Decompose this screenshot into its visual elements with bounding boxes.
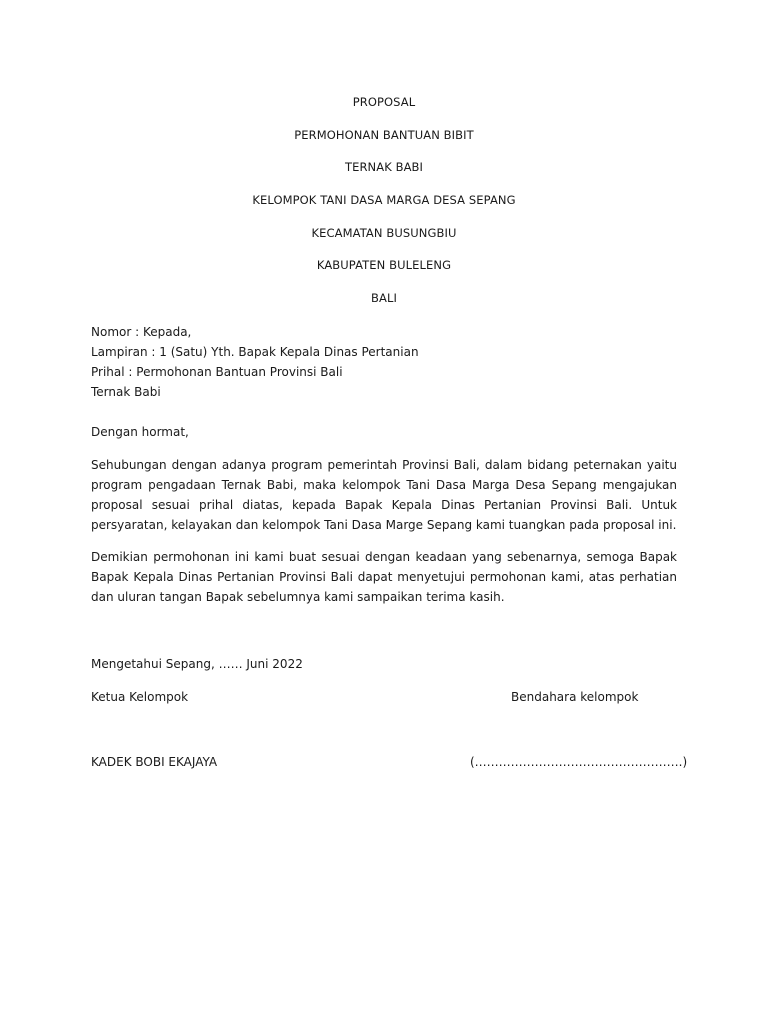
title-request: PERMOHONAN BANTUAN BIBIT — [294, 127, 474, 142]
meta-attachment: Lampiran : 1 (Satu) Yth. Bapak Kepala Dinas Pertanian — [91, 345, 419, 359]
place-date: Mengetahui Sepang, …… Juni 2022 — [91, 657, 303, 671]
meta-number: Nomor : Kepada, — [91, 325, 192, 339]
meta-subject-continued: Ternak Babi — [91, 385, 161, 399]
signatory-left-title: Ketua Kelompok — [91, 690, 189, 704]
title-district: KECAMATAN BUSUNGBIU — [311, 225, 457, 240]
title-farmer-group: KELOMPOK TANI DASA MARGA DESA SEPANG — [252, 193, 516, 208]
title-livestock: TERNAK BABI — [344, 160, 424, 175]
proposal-title-block — [0, 92, 768, 321]
letter-meta-block — [91, 322, 681, 402]
greeting: Dengan hormat, — [91, 425, 189, 439]
body-paragraph-2: Demikian permohonan ini kami buat sesuai dengan keadaan yang sebenarnya, semoga Bapak Bapak Kepala Dinas Pertanian Provinsi Bali dapat menyetujui permohonan kami, atas perhatian dan uluran tangan Bapak sebelumnya kami sampaikan terima kasih. — [91, 550, 677, 604]
title-province: BALI — [371, 291, 397, 306]
signatory-right-title: Bendahara kelompok — [511, 690, 639, 704]
signatory-left-name: KADEK BOBI EKAJAYA — [91, 755, 218, 769]
meta-subject: Prihal : Permohonan Bantuan Provinsi Bali — [91, 365, 343, 379]
signatory-right-name: (…………………………………………….) — [470, 755, 688, 769]
title-proposal: PROPOSAL — [352, 95, 416, 109]
title-regency: KABUPATEN BULELENG — [316, 258, 452, 273]
body-paragraph-1: Sehubungan dengan adanya program pemerintah Provinsi Bali, dalam bidang peternakan yaitu program pengadaan Ternak Babi, maka kelompok Tani Dasa Marga Desa Sepang mengajukan proposal sesuai prihal diatas, kepada Bapak Kepala Dinas Pertanian Provinsi Bali. Untuk persyaratan, kelayakan dan kelompok Tani Dasa Marge Sepang kami tuangkan pada proposal ini. — [91, 458, 677, 532]
